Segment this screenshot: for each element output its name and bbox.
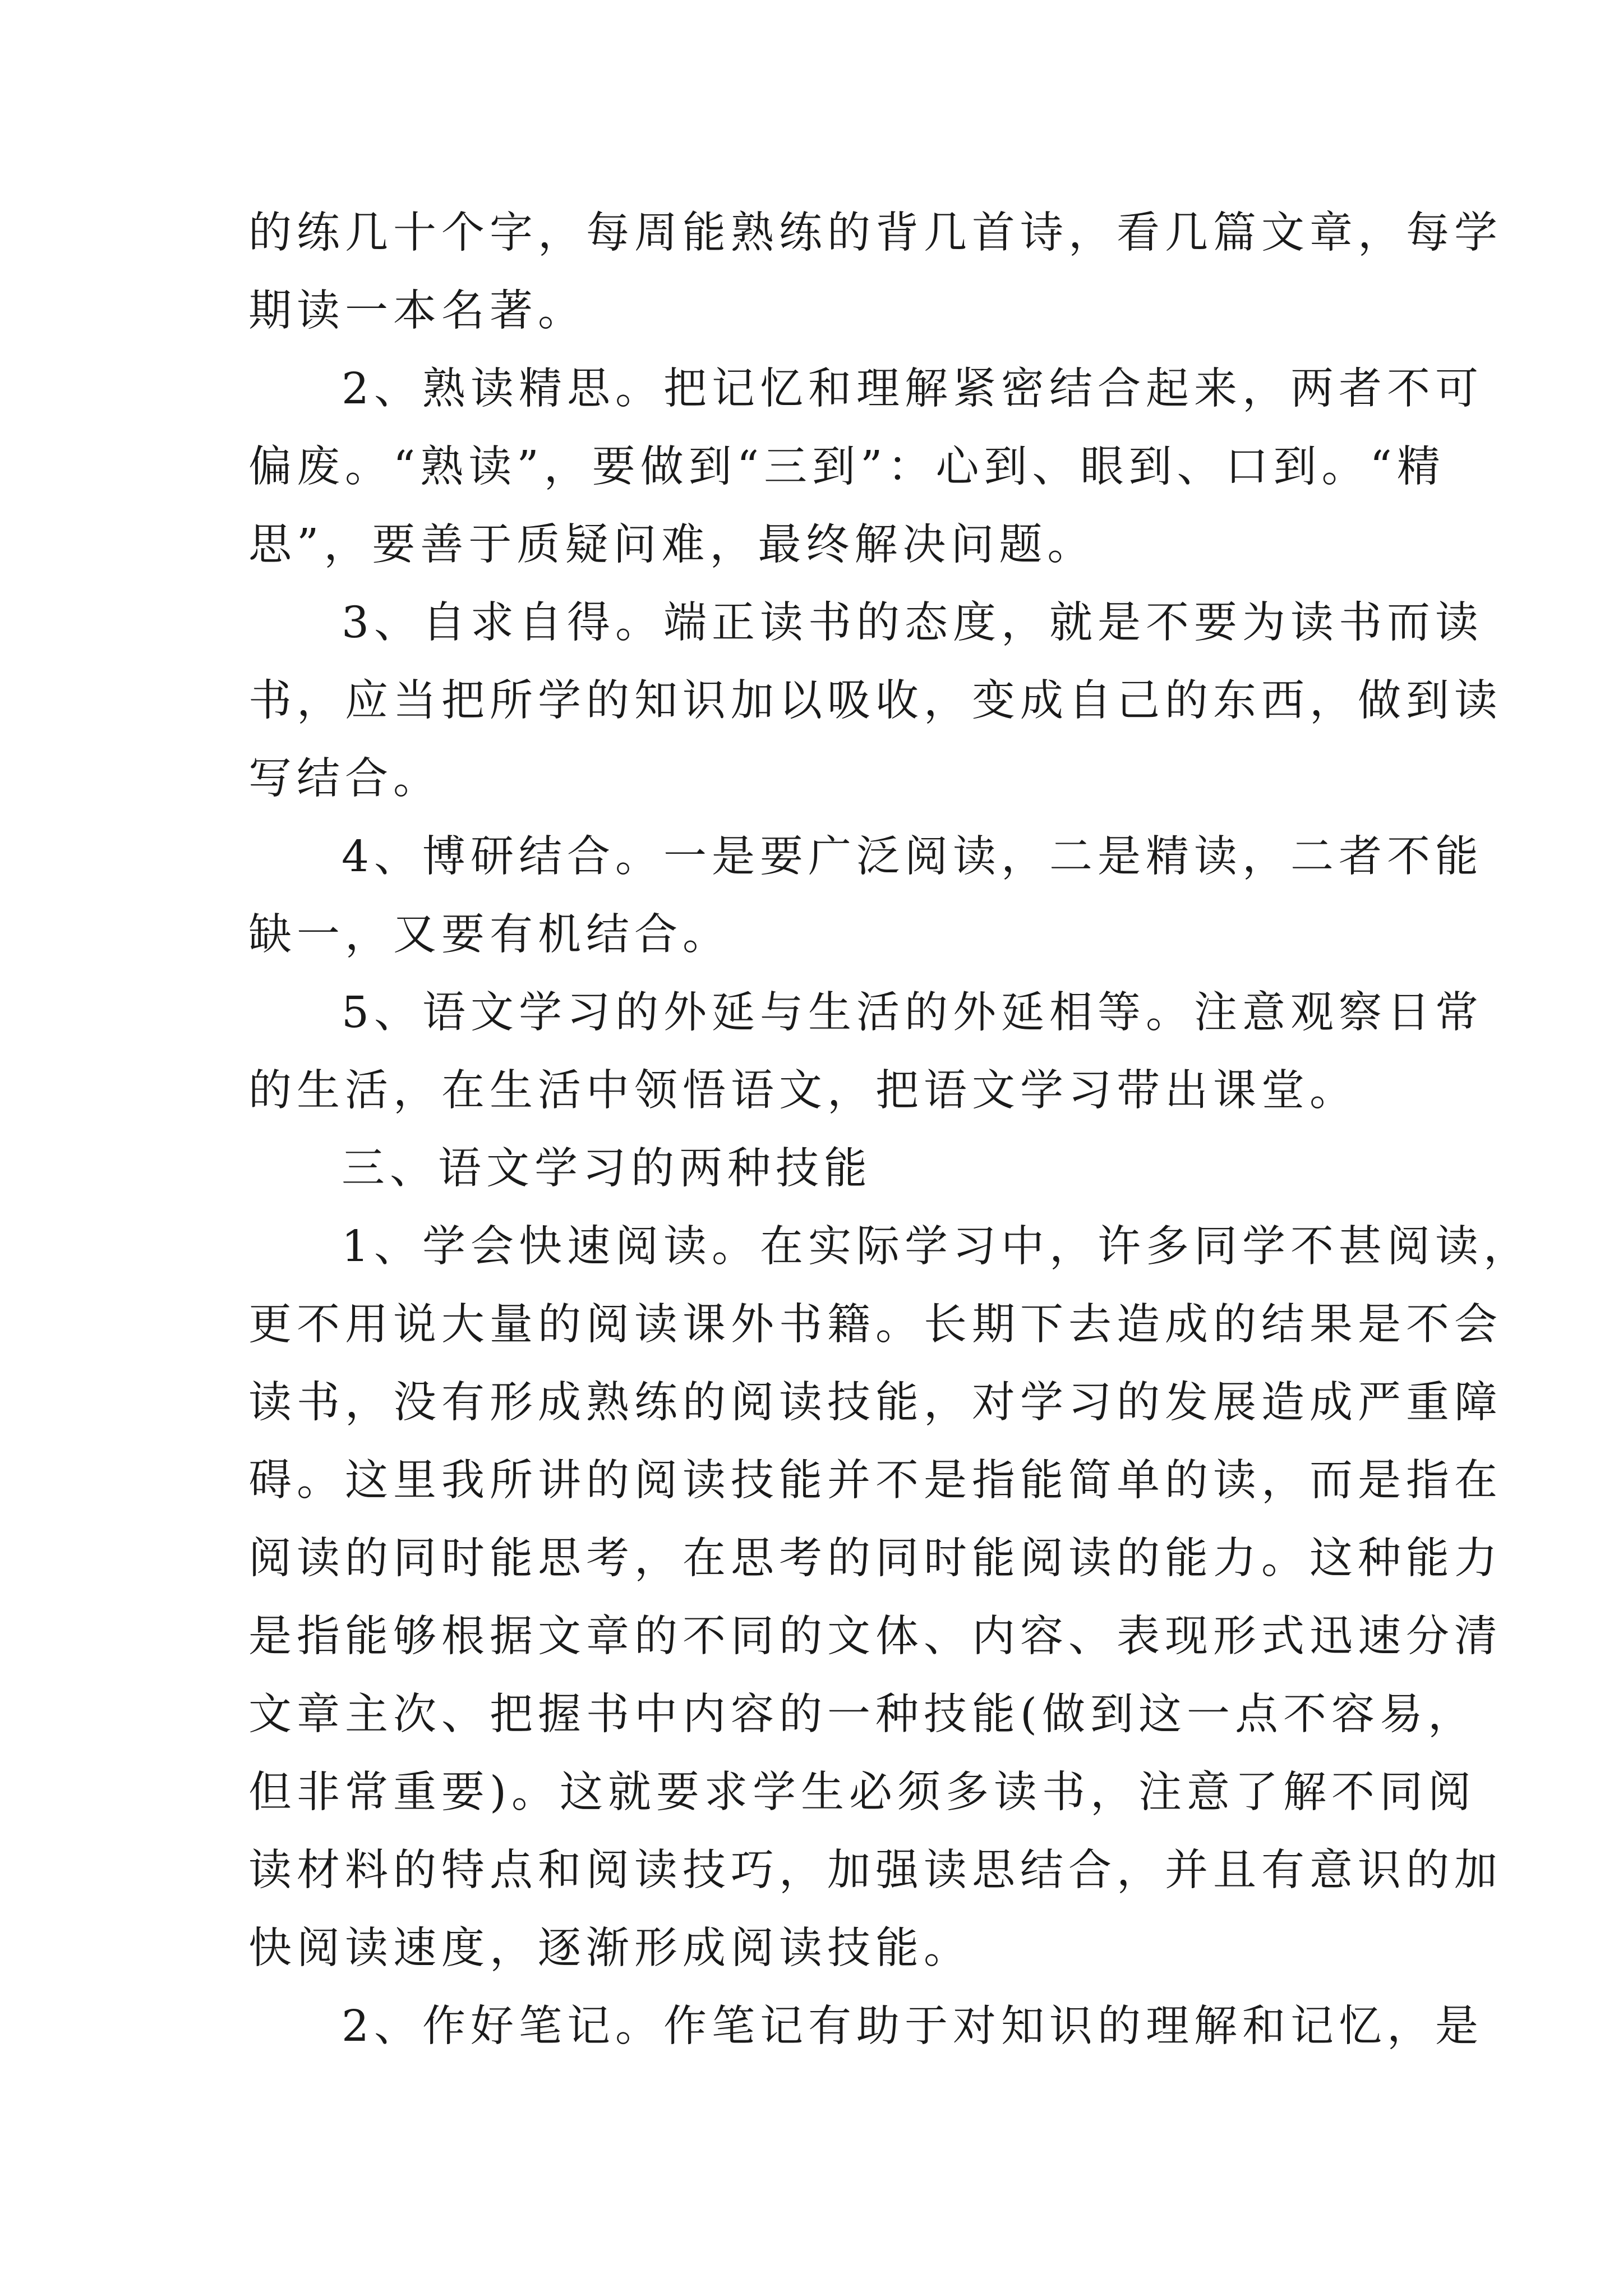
text-line: 但非常重要)。这就要求学生必须多读书，注意了解不同阅 — [248, 1768, 1477, 1818]
text-line: 读材料的特点和阅读技巧，加强读思结合，并且有意识的加 — [248, 1846, 1502, 1895]
text-line: 是指能够根据文章的不同的文体、内容、表现形式迅速分清 — [248, 1612, 1502, 1662]
text-line: 的练几十个字，每周能熟练的背几首诗，看几篇文章，每学 — [248, 208, 1502, 258]
text-line: 2、熟读精思。把记忆和理解紧密结合起来，两者不可 — [342, 364, 1483, 414]
section-heading: 三、语文学习的两种技能 — [342, 1144, 872, 1194]
text-line: 期读一本名著。 — [248, 286, 586, 336]
text-line: 偏废。“熟读”，要做到“三到”：心到、眼到、口到。“精 — [248, 442, 1445, 492]
text-line: 书，应当把所学的知识加以吸收，变成自己的东西，做到读 — [248, 676, 1502, 726]
text-line: 碍。这里我所讲的阅读技能并不是指能简单的读，而是指在 — [248, 1456, 1502, 1506]
text-line: 2、作好笔记。作笔记有助于对知识的理解和记忆，是 — [342, 2001, 1483, 2051]
text-line: 1、学会快速阅读。在实际学习中，许多同学不甚阅读， — [342, 1222, 1532, 1272]
document-body — [248, 194, 1532, 2065]
text-line: 文章主次、把握书中内容的一种技能(做到这一点不容易， — [248, 1690, 1477, 1740]
text-line: 快阅读速度，逐渐形成阅读技能。 — [248, 1924, 972, 1973]
text-line: 更不用说大量的阅读课外书籍。长期下去造成的结果是不会 — [248, 1300, 1502, 1350]
text-line: 的生活，在生活中领悟语文，把语文学习带出课堂。 — [248, 1066, 1358, 1116]
text-line: 缺一，又要有机结合。 — [248, 910, 731, 960]
text-line: 阅读的同时能思考，在思考的同时能阅读的能力。这种能力 — [248, 1534, 1502, 1584]
text-line: 写结合。 — [248, 754, 441, 804]
text-line: 思”，要善于质疑问难，最终解决问题。 — [248, 520, 1096, 570]
text-line: 读书，没有形成熟练的阅读技能，对学习的发展造成严重障 — [248, 1378, 1502, 1428]
text-line: 4、博研结合。一是要广泛阅读，二是精读，二者不能 — [342, 832, 1483, 882]
text-line: 5、语文学习的外延与生活的外延相等。注意观察日常 — [342, 988, 1483, 1038]
text-line: 3、自求自得。端正读书的态度，就是不要为读书而读 — [342, 598, 1483, 648]
